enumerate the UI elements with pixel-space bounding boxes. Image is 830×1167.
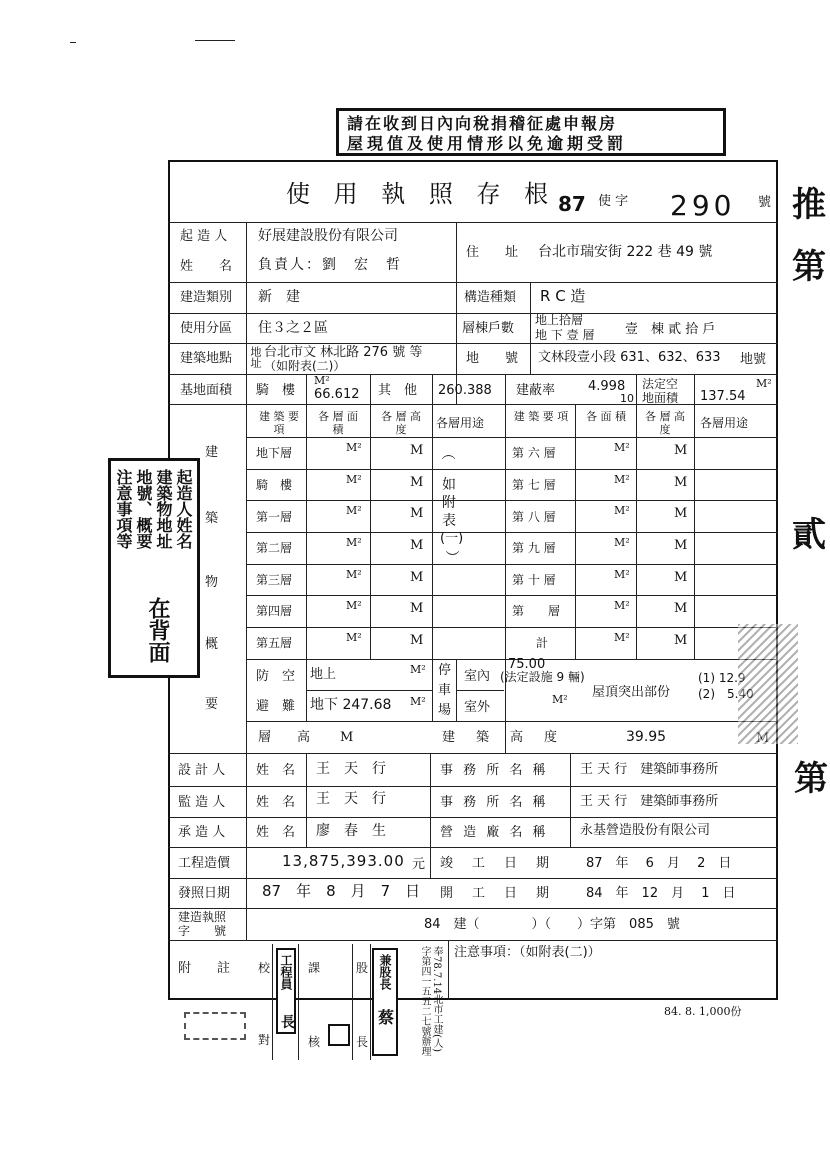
name-label: 姓 名: [256, 795, 296, 810]
scan-mark: [195, 40, 235, 41]
unit: M: [674, 443, 688, 458]
permit-number: 290: [670, 189, 736, 222]
permit-label-1: 建造執照: [178, 910, 227, 924]
right-margin-text: 第: [792, 247, 826, 287]
unit: M²: [346, 504, 362, 517]
approval-note: 奉78.7.14北市工建(人)字第四一五五二七號辦理: [419, 946, 442, 1056]
start-label: 開 工 日 期: [440, 886, 553, 901]
unit: M²: [314, 374, 330, 387]
builder-label-2: 姓 名: [180, 259, 233, 274]
unit: M: [674, 633, 688, 648]
roof-value-1: (1) 12.9: [698, 671, 746, 685]
usage-note-char: ）: [443, 550, 459, 564]
side-stamp-handwritten: 在背面: [145, 597, 171, 663]
unit: M: [756, 731, 770, 746]
outdoor-label: 室外: [464, 700, 491, 715]
lot-label: 地 號: [466, 351, 519, 366]
tax-notice-line-2: 屋現值及使用情形以免逾期受罰: [347, 134, 628, 153]
arcade-value: 66.612: [314, 387, 360, 402]
finish-label: 竣 工 日 期: [440, 856, 553, 871]
unit: M: [410, 506, 424, 521]
building-side-label-4: 概: [205, 637, 219, 652]
building-side-label-5: 要: [205, 697, 219, 712]
header-height-right: 各 層 高 度: [645, 410, 685, 436]
issue-label: 發照日期: [178, 886, 231, 901]
zone-value: 住３之２區: [258, 320, 328, 336]
permit-word-label: 使 字: [598, 194, 629, 209]
usage-note-char: 附: [442, 495, 456, 511]
structure-value: R C 造: [540, 287, 586, 305]
coverage-denominator: 10: [620, 392, 634, 405]
contractor-label: 承 造 人: [178, 825, 226, 840]
sign-cell: 長: [356, 1035, 369, 1049]
lot-value: 文林段壹小段 631、632、633: [538, 350, 721, 365]
designer-label: 設 計 人: [178, 763, 226, 778]
faint-seal: [184, 1012, 246, 1040]
contractor-firm: 永基營造股份有限公司: [580, 823, 711, 838]
notes-label: 附 註: [178, 961, 231, 976]
sign-cell: 核: [308, 1035, 321, 1049]
structure-label: 構造種類: [464, 290, 517, 305]
unit: M: [674, 506, 688, 521]
floors-below: 地 下 壹 層: [535, 328, 595, 342]
floor-row-label: 第三層: [256, 573, 293, 587]
designer-name: 王 天 行: [316, 761, 386, 777]
header-use-right: 各層用途: [700, 416, 749, 430]
type-value: 新 建: [258, 289, 300, 305]
unit: M²: [614, 568, 630, 581]
form-title: 使 用 執 照 存 根: [286, 180, 557, 208]
unit: M: [674, 601, 688, 616]
open-value: 137.54: [700, 389, 746, 404]
builder-company: 好展建設股份有限公司: [258, 228, 398, 244]
address-label: 住 址: [466, 245, 519, 260]
header-item-right: 建 築 要 項: [513, 410, 569, 423]
supervisor-name: 王 天 行: [316, 791, 386, 807]
header-height-left: 各 層 高 度: [381, 410, 421, 436]
margin-smudge: [738, 624, 798, 744]
floor-row-label: 第二層: [256, 541, 293, 555]
unit: M²: [614, 631, 630, 644]
usage-note-char: (一): [440, 531, 464, 546]
roof-value-2: (2) 5.40: [698, 687, 754, 701]
usage-note-char: （: [439, 446, 455, 460]
print-info: 84. 8. 1,000份: [664, 1005, 742, 1018]
header-area-left: 各 層 面 積: [318, 410, 358, 436]
floor-row-label: 第四層: [256, 604, 293, 618]
arcade-label: 騎 樓: [256, 383, 296, 398]
right-margin-text: 第: [794, 759, 828, 799]
building-side-label-2: 築: [205, 511, 219, 526]
unit: M: [410, 570, 424, 585]
sign-cell: 校: [258, 961, 271, 975]
cost-label: 工程造價: [178, 856, 231, 871]
floor-row-label: 計: [536, 636, 549, 650]
unit: M²: [614, 599, 630, 612]
sign-block: [252, 944, 448, 1062]
floor-row-label: 第 層: [512, 604, 561, 618]
unit: M²: [346, 599, 362, 612]
location-value-1: 台北市文 林北路 276 號 等: [264, 345, 423, 360]
section-chief-stamp: [372, 948, 398, 1056]
side-stamp-col: 建築物地址: [154, 469, 173, 549]
unit: M: [410, 601, 424, 616]
parking-label-3: 場: [438, 703, 452, 718]
permit-label-2: 字 號: [178, 924, 227, 938]
base-label: 基地面積: [180, 383, 233, 398]
shelter-below: 地下 247.68: [310, 697, 392, 713]
name-label: 姓 名: [256, 825, 296, 840]
type-label: 建造類別: [180, 290, 233, 305]
unit: M²: [346, 536, 362, 549]
header-item-left: 建 築 要 項: [259, 410, 299, 436]
issue-value: 87 年 8 月 7 日: [262, 882, 421, 900]
cost-value: 13,875,393.00: [282, 852, 405, 870]
floor-row-label: 地下層: [256, 446, 293, 460]
sign-cell: 股: [356, 961, 369, 975]
floor-row-label: 騎 樓: [256, 478, 293, 492]
section-chief-stamp-text: 兼股長: [378, 954, 392, 990]
other-label: 其 他: [378, 383, 418, 398]
unit: M²: [614, 536, 630, 549]
permit-value: 84 建（ ）（ ）字第 085 號: [424, 917, 680, 932]
side-stamp-col: 地號、概要: [134, 469, 153, 549]
floors-above: 地上拾層: [535, 313, 584, 327]
unit: M: [410, 443, 424, 458]
engineer-stamp: [276, 948, 296, 1034]
finish-value: 87 年 6 月 2 日: [586, 856, 732, 871]
unit: M²: [410, 663, 426, 676]
firm-label: 營 造 廠 名 稱: [440, 825, 549, 840]
unit: M²: [346, 473, 362, 486]
supervisor-office: 王 天 行 建築師事務所: [580, 794, 719, 809]
sign-cell: 課: [308, 961, 321, 975]
builder-person: 負責人：劉 宏 哲: [258, 257, 402, 273]
address-notice-stamp: [108, 458, 200, 678]
side-stamp-col: 起造人姓名: [174, 469, 193, 549]
sign-cell: 對: [258, 1033, 271, 1047]
other-value: 260.388: [438, 383, 492, 398]
floor-row-label: 第 九 層: [512, 541, 556, 555]
office-label: 事 務 所 名 稱: [440, 795, 549, 810]
unit: M: [674, 475, 688, 490]
unit: M: [410, 538, 424, 553]
unit: M: [410, 475, 424, 490]
coverage-value: 4.998: [588, 379, 626, 394]
header-use-left: 各層用途: [436, 416, 485, 430]
scan-mark: [70, 42, 76, 43]
indoor-label: 室內: [464, 669, 491, 684]
shelter-label-2: 避 難: [256, 699, 296, 714]
name-label: 姓 名: [256, 763, 296, 778]
usage-note-char: 如: [442, 477, 456, 493]
right-margin-text: 貳: [792, 515, 826, 555]
parking-label-1: 停: [438, 663, 452, 678]
indoor-value: 75.00: [508, 657, 546, 672]
cost-unit: 元: [412, 857, 426, 872]
unit: M²: [552, 693, 568, 706]
floor-row-label: 第 六 層: [512, 446, 556, 460]
floor-height-label: 層 高: [258, 730, 311, 745]
start-value: 84 年 12 月 1 日: [586, 886, 736, 901]
shelter-label-1: 防 空: [256, 669, 296, 684]
indoor-note: (法定設施 9 輛): [500, 670, 585, 684]
office-label: 事 務 所 名 稱: [440, 763, 549, 778]
unit: M: [674, 538, 688, 553]
contractor-name: 廖 春 生: [316, 823, 386, 839]
unit: M²: [346, 568, 362, 581]
supervisor-label: 監 造 人: [178, 795, 226, 810]
unit: M²: [614, 504, 630, 517]
roof-label: 屋頂突出部份: [592, 685, 671, 700]
unit: M²: [346, 441, 362, 454]
unit: M²: [614, 441, 630, 454]
floor-row-label: 第 十 層: [512, 573, 556, 587]
building-height-value: 39.95: [626, 729, 667, 745]
floor-row-label: 第五層: [256, 636, 293, 650]
usage-note-char: 表: [442, 513, 456, 529]
unit: M: [410, 633, 424, 648]
floors-rest: 壹 棟 貳 拾 戶: [625, 322, 716, 337]
parking-label-2: 車: [438, 683, 452, 698]
building-side-label-3: 物: [205, 575, 219, 590]
tax-notice-stamp: [336, 108, 726, 156]
zone-label: 使用分區: [180, 321, 233, 336]
building-height-label: 建 築 高 度: [442, 730, 562, 745]
engineer-stamp-text-b: 長: [281, 1015, 295, 1031]
section-chief-stamp-text-b: 蔡: [378, 1008, 395, 1027]
open-label-2: 地面積: [642, 391, 679, 405]
unit: M²: [756, 377, 772, 390]
location-label: 建築地點: [180, 351, 233, 366]
location-small-label: 地址: [249, 346, 262, 368]
floors-label: 層棟戶數: [462, 321, 515, 336]
unit: M²: [346, 631, 362, 644]
floor-row-label: 第一層: [256, 510, 293, 524]
signature-mark: [328, 1024, 350, 1046]
lot-suffix: 地號: [740, 352, 767, 367]
unit: M²: [410, 695, 426, 708]
notes-text: 注意事項：（如附表(二)）: [454, 945, 601, 960]
floor-row-label: 第 七 層: [512, 478, 556, 492]
address-value: 台北市瑞安街 222 巷 49 號: [538, 244, 713, 260]
permit-year: 87: [558, 192, 586, 216]
building-side-label-1: 建: [205, 445, 219, 460]
permit-number-suffix: 號: [758, 195, 772, 210]
unit: M: [340, 730, 354, 745]
open-label-1: 法定空: [642, 377, 679, 391]
header-area-right: 各 面 積: [586, 410, 626, 423]
side-stamp-col: 注意事項等: [114, 469, 133, 549]
unit: M: [674, 570, 688, 585]
builder-label-1: 起 造 人: [180, 229, 228, 244]
location-value-2: （如附表(二)）: [264, 359, 346, 373]
unit: M²: [614, 473, 630, 486]
right-margin-text: 推: [792, 185, 826, 225]
floor-row-label: 第 八 層: [512, 510, 556, 524]
engineer-stamp-text: 工程員: [279, 954, 293, 990]
designer-office: 王 天 行 建築師事務所: [580, 762, 719, 777]
coverage-label: 建蔽率: [516, 383, 556, 398]
shelter-above: 地上: [310, 667, 337, 682]
tax-notice-line-1: 請在收到日內向稅捐稽征處申報房: [347, 114, 618, 133]
